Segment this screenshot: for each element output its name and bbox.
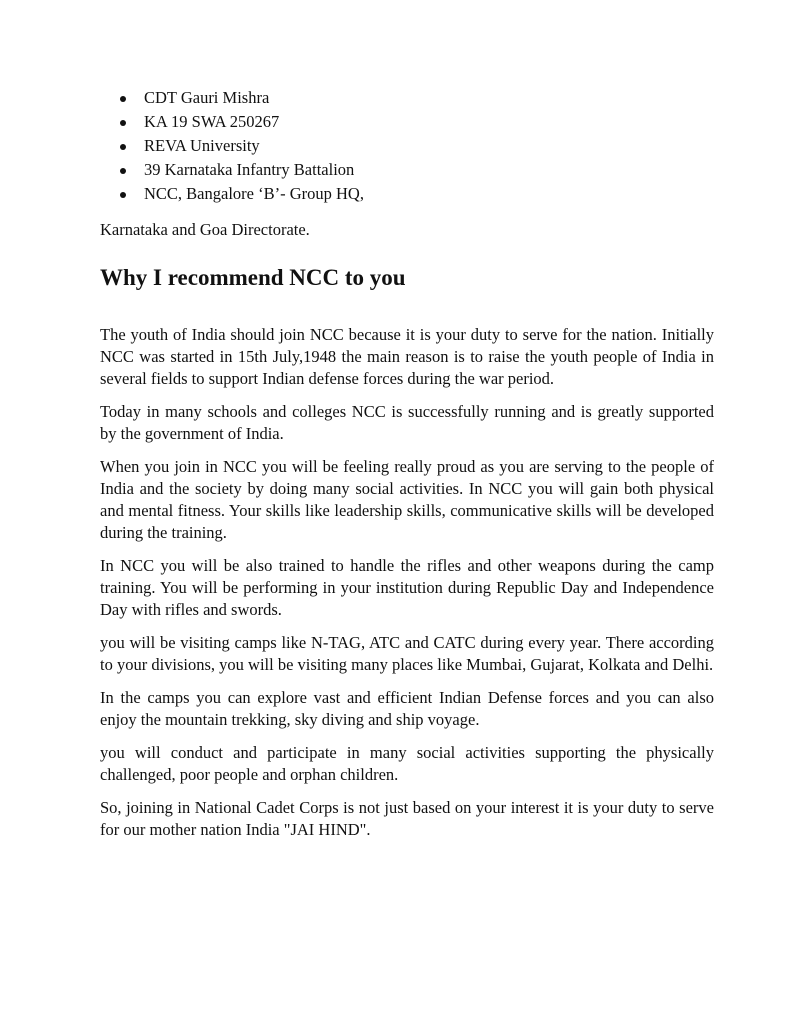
bullet-icon <box>120 96 126 102</box>
group-hq: NCC, Bangalore ‘B’- Group HQ, <box>144 184 364 203</box>
paragraph: So, joining in National Cadet Corps is not just based on your interest it is your duty to serve for our mother nation India "JAI HIND". <box>100 798 714 839</box>
cadet-number: KA 19 SWA 250267 <box>144 112 280 131</box>
bullet-icon <box>120 192 126 198</box>
bullet-icon <box>120 168 126 174</box>
paragraph: Today in many schools and colleges NCC is successfully running and is greatly supported by the government of India. <box>100 402 714 443</box>
bullet-icon <box>120 144 126 150</box>
page-title: Why I recommend NCC to you <box>100 265 406 290</box>
list-item <box>100 158 714 182</box>
list-item <box>100 110 714 134</box>
directorate: Karnataka and Goa Directorate. <box>100 220 310 239</box>
bullet-icon <box>120 120 126 126</box>
essay-body <box>100 324 714 841</box>
list-item <box>100 86 714 110</box>
cadet-name: CDT Gauri Mishra <box>144 88 270 107</box>
paragraph: you will be visiting camps like N-TAG, ATC and CATC during every year. There according to your divisions, you will be visiting many places like Mumbai, Gujarat, Kolkata and Delhi. <box>100 633 714 674</box>
list-item <box>100 182 714 206</box>
battalion: 39 Karnataka Infantry Battalion <box>144 160 355 179</box>
paragraph: you will conduct and participate in many social activities supporting the physically challenged, poor people and orphan children. <box>100 743 714 784</box>
paragraph: In NCC you will be also trained to handle the rifles and other weapons during the camp training. You will be performing in your institution during Republic Day and Independence Day with rifles and swords. <box>100 556 714 619</box>
cadet-details-list <box>100 86 714 206</box>
paragraph: In the camps you can explore vast and efficient Indian Defense forces and you can also enjoy the mountain trekking, sky diving and ship voyage. <box>100 688 714 729</box>
institution: REVA University <box>144 136 260 155</box>
list-item <box>100 134 714 158</box>
page-content <box>100 86 714 852</box>
paragraph: When you join in NCC you will be feeling really proud as you are serving to the people of India and the society by doing many social activities. In NCC you will gain both physical and mental fitness. Your skills like leadership skills, communicative skills will be developed during the training. <box>100 457 714 542</box>
paragraph: The youth of India should join NCC because it is your duty to serve for the nation. Initially NCC was started in 15th July,1948 the main reason is to raise the youth people of India in several fields to support Indian defense forces during the war period. <box>100 325 714 388</box>
